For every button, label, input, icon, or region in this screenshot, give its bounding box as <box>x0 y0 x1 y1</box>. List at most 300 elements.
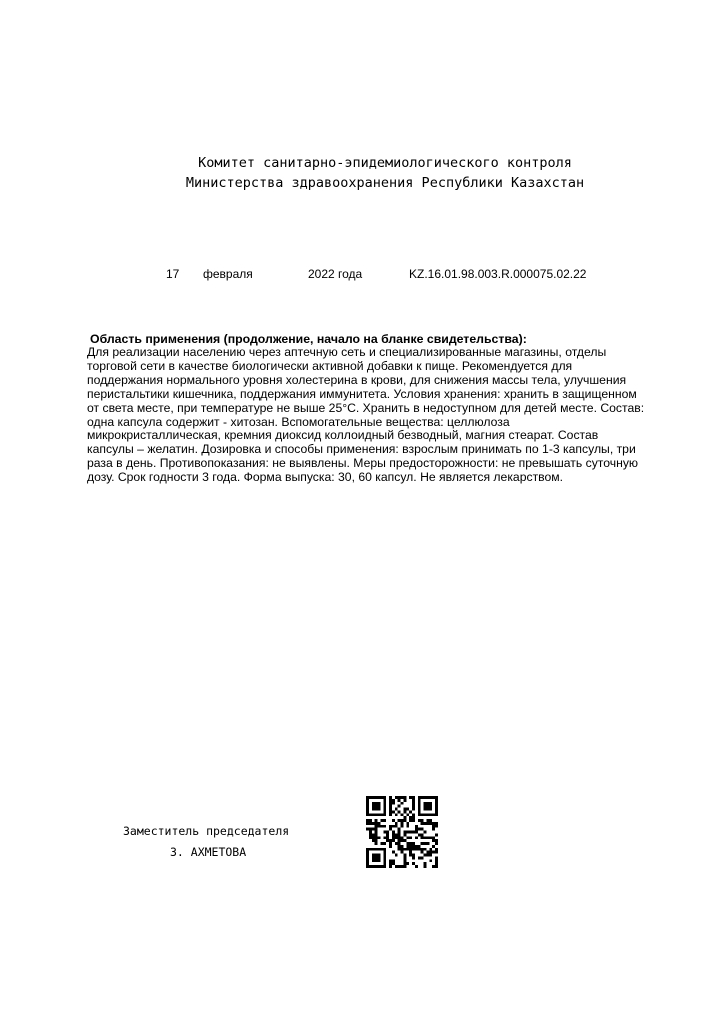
qr-module <box>378 822 381 825</box>
qr-module <box>383 865 386 868</box>
qr-module <box>432 865 435 868</box>
qr-module <box>389 813 392 816</box>
qr-module <box>389 825 392 828</box>
qr-module <box>412 819 415 822</box>
qr-module <box>375 842 378 845</box>
qr-module <box>378 796 381 799</box>
qr-module <box>366 802 369 805</box>
qr-module <box>366 822 369 825</box>
qr-module <box>383 848 386 851</box>
qr-module <box>435 822 438 825</box>
qr-module <box>366 813 369 816</box>
qr-module <box>415 825 418 828</box>
qr-module <box>401 865 404 868</box>
qr-module <box>424 848 427 851</box>
qr-module <box>426 836 429 839</box>
scope-text: Для реализации населению через аптечную сеть и специализированные магазины, отделы торговой сети в качестве биологически активной добавки к пище. Рекомендуется для поддержания нормального уровня холестерина в крови, для снижения массы тела, улучшения перистальтики кишечника, поддержания иммунитета. Условия хранения: хранить в защищенном от света месте, при температуре не выше 25°С. Хранить в недоступном для детей месте. Состав: одна капсула содержит - хитозан. Вспомогательные вещества: целлюлоза микрокристаллическая, кремния диоксид коллоидный безводный, магния стеарат. Состав капсулы – желатин. Дозировка и способы применения: взрослым принимать по 1-3 капсулы, три раза в день. Противопоказания: не выявлены. Меры предосторожности: не превышать суточную дозу. Срок годности 3 года. Форма выпуска: 30, 60 капсул. Не является лекарством. <box>87 345 645 485</box>
qr-module <box>375 825 378 828</box>
qr-module <box>375 808 378 811</box>
qr-module <box>435 805 438 808</box>
qr-module <box>406 836 409 839</box>
qr-module <box>398 865 401 868</box>
signer-name: З. АХМЕТОВА <box>170 845 247 859</box>
ministry-title: Министерства здравоохранения Республики Казахстан <box>185 175 585 191</box>
qr-module <box>378 856 381 859</box>
qr-module <box>418 819 421 822</box>
qr-module <box>418 828 421 831</box>
qr-module <box>392 825 395 828</box>
qr-module <box>429 802 432 805</box>
qr-module <box>386 833 389 836</box>
qr-module <box>372 833 375 836</box>
qr-module <box>380 819 383 822</box>
qr-module <box>435 851 438 854</box>
qr-module <box>383 805 386 808</box>
qr-module <box>412 842 415 845</box>
qr-module <box>369 828 372 831</box>
qr-module <box>375 802 378 805</box>
qr-module <box>424 808 427 811</box>
qr-module <box>426 842 429 845</box>
qr-module <box>412 862 415 865</box>
qr-module <box>389 805 392 808</box>
qr-module <box>409 816 412 819</box>
qr-module <box>395 822 398 825</box>
qr-module <box>369 831 372 834</box>
qr-module <box>401 845 404 848</box>
qr-module <box>369 836 372 839</box>
qr-module <box>392 819 395 822</box>
date-year: 2022 года <box>308 267 363 281</box>
qr-module <box>389 799 392 802</box>
qr-module <box>366 805 369 808</box>
qr-module <box>406 808 409 811</box>
qr-module <box>412 802 415 805</box>
qr-module <box>392 859 395 862</box>
qr-module <box>432 839 435 842</box>
qr-module <box>412 813 415 816</box>
qr-module <box>421 819 424 822</box>
qr-module <box>366 799 369 802</box>
qr-module <box>401 851 404 854</box>
qr-module <box>435 813 438 816</box>
committee-title: Комитет санитарно-эпидемиологического контроля <box>198 155 572 171</box>
qr-module <box>380 842 383 845</box>
qr-module <box>409 842 412 845</box>
qr-module <box>421 851 424 854</box>
qr-module <box>412 808 415 811</box>
qr-module <box>406 831 409 834</box>
qr-module <box>429 805 432 808</box>
qr-module <box>432 828 435 831</box>
qr-module <box>429 808 432 811</box>
qr-module <box>435 839 438 842</box>
qr-module <box>383 802 386 805</box>
qr-module <box>432 851 435 854</box>
qr-module <box>383 813 386 816</box>
qr-module <box>429 859 432 862</box>
qr-module <box>372 813 375 816</box>
qr-module <box>403 839 406 842</box>
qr-module <box>383 854 386 857</box>
qr-module <box>418 833 421 836</box>
qr-module <box>418 848 421 851</box>
qr-module <box>412 805 415 808</box>
qr-module <box>380 865 383 868</box>
qr-module <box>386 836 389 839</box>
qr-module <box>418 796 421 799</box>
qr-module <box>389 808 392 811</box>
qr-module <box>375 848 378 851</box>
qr-module <box>409 819 412 822</box>
qr-module <box>401 839 404 842</box>
qr-module <box>421 833 424 836</box>
qr-module <box>435 859 438 862</box>
qr-module <box>395 854 398 857</box>
qr-module <box>409 848 412 851</box>
qr-module <box>378 848 381 851</box>
qr-module <box>395 796 398 799</box>
qr-module <box>403 819 406 822</box>
qr-module <box>432 825 435 828</box>
qr-module <box>412 848 415 851</box>
qr-module <box>369 796 372 799</box>
qr-module <box>429 822 432 825</box>
qr-module <box>406 825 409 828</box>
qr-module <box>383 859 386 862</box>
qr-module <box>395 842 398 845</box>
qr-module <box>424 796 427 799</box>
qr-module <box>426 805 429 808</box>
qr-module <box>369 819 372 822</box>
date-day: 17 <box>166 267 180 281</box>
qr-module <box>398 842 401 845</box>
qr-module <box>403 848 406 851</box>
qr-module <box>372 856 375 859</box>
qr-code-icon <box>366 796 438 868</box>
qr-module <box>412 854 415 857</box>
qr-module <box>435 862 438 865</box>
qr-module <box>366 851 369 854</box>
qr-module <box>389 802 392 805</box>
qr-module <box>429 854 432 857</box>
qr-module <box>395 836 398 839</box>
signer-position: Заместитель председателя <box>123 824 290 838</box>
qr-module <box>426 822 429 825</box>
qr-module <box>415 836 418 839</box>
qr-module <box>435 833 438 836</box>
qr-module <box>378 802 381 805</box>
qr-module <box>432 836 435 839</box>
qr-module <box>435 802 438 805</box>
qr-module <box>409 796 412 799</box>
qr-module <box>378 805 381 808</box>
qr-module <box>383 836 386 839</box>
qr-module <box>435 810 438 813</box>
qr-module <box>406 845 409 848</box>
qr-module <box>424 854 427 857</box>
qr-module <box>403 862 406 865</box>
qr-module <box>375 854 378 857</box>
qr-module <box>383 810 386 813</box>
qr-module <box>421 828 424 831</box>
qr-module <box>378 859 381 862</box>
qr-module <box>432 813 435 816</box>
qr-module <box>375 856 378 859</box>
qr-module <box>403 831 406 834</box>
qr-module <box>421 822 424 825</box>
document-header <box>0 153 724 193</box>
qr-module <box>372 848 375 851</box>
qr-module <box>392 833 395 836</box>
qr-module <box>375 831 378 834</box>
qr-module <box>429 813 432 816</box>
qr-module <box>366 856 369 859</box>
qr-module <box>424 842 427 845</box>
qr-module <box>418 856 421 859</box>
qr-module <box>426 808 429 811</box>
qr-module <box>412 816 415 819</box>
qr-module <box>383 862 386 865</box>
qr-module <box>421 836 424 839</box>
qr-module <box>366 862 369 865</box>
qr-module <box>383 831 386 834</box>
qr-module <box>398 831 401 834</box>
qr-module <box>398 833 401 836</box>
qr-module <box>412 831 415 834</box>
qr-module <box>375 828 378 831</box>
qr-module <box>406 822 409 825</box>
qr-module <box>406 862 409 865</box>
qr-module <box>392 839 395 842</box>
qr-module <box>424 862 427 865</box>
qr-module <box>378 813 381 816</box>
qr-module <box>435 796 438 799</box>
qr-module <box>421 796 424 799</box>
qr-module <box>372 805 375 808</box>
qr-module <box>418 808 421 811</box>
qr-module <box>372 796 375 799</box>
qr-module <box>386 831 389 834</box>
qr-module <box>409 810 412 813</box>
qr-module <box>412 796 415 799</box>
qr-module <box>389 828 392 831</box>
qr-module <box>389 796 392 799</box>
qr-module <box>383 819 386 822</box>
qr-module <box>375 813 378 816</box>
qr-module <box>395 813 398 816</box>
qr-module <box>372 828 375 831</box>
qr-module <box>372 836 375 839</box>
qr-module <box>424 865 427 868</box>
qr-module <box>383 796 386 799</box>
qr-module <box>383 799 386 802</box>
qr-module <box>392 836 395 839</box>
qr-module <box>412 845 415 848</box>
qr-module <box>366 819 369 822</box>
qr-module <box>392 810 395 813</box>
qr-module <box>372 808 375 811</box>
qr-module <box>395 833 398 836</box>
qr-module <box>435 799 438 802</box>
qr-module <box>392 802 395 805</box>
qr-module <box>366 848 369 851</box>
qr-module <box>398 839 401 842</box>
qr-module <box>395 808 398 811</box>
qr-module <box>421 848 424 851</box>
qr-module <box>375 859 378 862</box>
qr-module <box>406 842 409 845</box>
qr-module <box>375 836 378 839</box>
qr-module <box>418 805 421 808</box>
qr-module <box>429 796 432 799</box>
qr-module <box>403 833 406 836</box>
qr-module <box>415 845 418 848</box>
qr-module <box>392 862 395 865</box>
qr-module <box>398 799 401 802</box>
qr-module <box>418 802 421 805</box>
qr-module <box>398 810 401 813</box>
qr-module <box>409 831 412 834</box>
qr-module <box>421 813 424 816</box>
qr-module <box>378 808 381 811</box>
qr-module <box>395 865 398 868</box>
qr-module <box>412 799 415 802</box>
qr-module <box>409 851 412 854</box>
qr-module <box>426 802 429 805</box>
qr-module <box>415 848 418 851</box>
qr-module <box>426 813 429 816</box>
registration-number: KZ.16.01.98.003.R.000075.02.22 <box>409 267 587 281</box>
qr-module <box>380 848 383 851</box>
qr-module <box>421 842 424 845</box>
qr-module <box>389 839 392 842</box>
qr-module <box>424 831 427 834</box>
qr-module <box>426 854 429 857</box>
qr-module <box>424 813 427 816</box>
qr-module <box>403 854 406 857</box>
qr-module <box>424 822 427 825</box>
qr-module <box>392 831 395 834</box>
qr-module <box>389 845 392 848</box>
qr-module <box>378 865 381 868</box>
qr-module <box>435 865 438 868</box>
qr-module <box>403 865 406 868</box>
qr-module <box>395 825 398 828</box>
qr-module <box>398 796 401 799</box>
qr-module <box>372 859 375 862</box>
qr-module <box>401 836 404 839</box>
qr-module <box>389 859 392 862</box>
qr-module <box>372 854 375 857</box>
qr-module <box>401 813 404 816</box>
qr-module <box>380 796 383 799</box>
qr-module <box>415 865 418 868</box>
qr-module <box>389 842 392 845</box>
qr-module <box>401 822 404 825</box>
qr-module <box>366 810 369 813</box>
qr-module <box>375 833 378 836</box>
qr-module <box>424 802 427 805</box>
qr-module <box>383 842 386 845</box>
qr-module <box>386 839 389 842</box>
qr-module <box>380 813 383 816</box>
qr-module <box>389 865 392 868</box>
qr-module <box>435 856 438 859</box>
qr-module <box>383 856 386 859</box>
qr-module <box>424 805 427 808</box>
qr-module <box>389 862 392 865</box>
qr-module <box>403 810 406 813</box>
qr-module <box>429 836 432 839</box>
qr-module <box>372 802 375 805</box>
qr-module <box>375 865 378 868</box>
qr-module <box>375 819 378 822</box>
qr-module <box>372 839 375 842</box>
qr-module <box>418 813 421 816</box>
qr-module <box>366 796 369 799</box>
qr-module <box>398 819 401 822</box>
qr-module <box>369 822 372 825</box>
qr-module <box>403 799 406 802</box>
qr-module <box>378 854 381 857</box>
qr-module <box>403 859 406 862</box>
qr-module <box>418 799 421 802</box>
qr-module <box>406 813 409 816</box>
qr-module <box>375 805 378 808</box>
qr-module <box>369 865 372 868</box>
qr-module <box>366 859 369 862</box>
qr-module <box>435 825 438 828</box>
qr-module <box>398 828 401 831</box>
qr-module <box>415 831 418 834</box>
qr-module <box>421 856 424 859</box>
qr-module <box>432 822 435 825</box>
qr-module <box>435 808 438 811</box>
qr-module <box>401 825 404 828</box>
qr-module <box>418 810 421 813</box>
scope-title: Область применения (продолжение, начало на бланке свидетельства): <box>90 332 527 346</box>
qr-module <box>398 805 401 808</box>
qr-module <box>392 851 395 854</box>
qr-module <box>401 802 404 805</box>
qr-module <box>372 822 375 825</box>
qr-module <box>429 819 432 822</box>
qr-module <box>403 856 406 859</box>
qr-module <box>403 796 406 799</box>
qr-module <box>392 799 395 802</box>
qr-module <box>424 836 427 839</box>
qr-module <box>406 848 409 851</box>
qr-module <box>412 856 415 859</box>
qr-module <box>375 796 378 799</box>
qr-module <box>398 848 401 851</box>
qr-module <box>401 819 404 822</box>
qr-module <box>426 819 429 822</box>
qr-module <box>375 839 378 842</box>
qr-module <box>369 813 372 816</box>
qr-module <box>435 848 438 851</box>
qr-module <box>429 848 432 851</box>
qr-module <box>366 865 369 868</box>
qr-module <box>401 796 404 799</box>
qr-module <box>432 796 435 799</box>
qr-module <box>366 808 369 811</box>
qr-module <box>403 808 406 811</box>
qr-module <box>435 842 438 845</box>
qr-module <box>409 854 412 857</box>
qr-module <box>383 825 386 828</box>
